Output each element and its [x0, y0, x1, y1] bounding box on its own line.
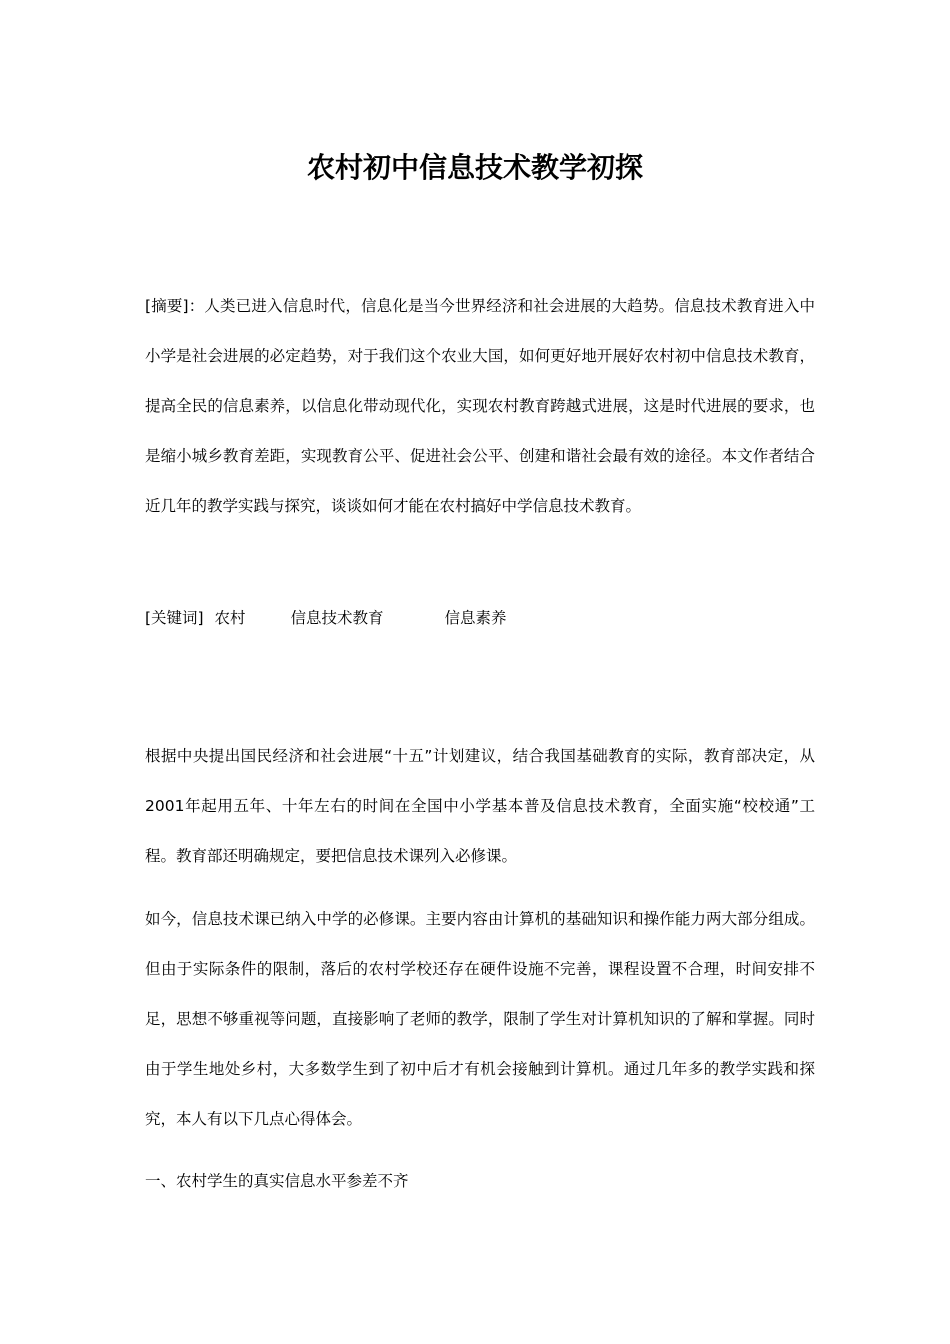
keyword-item: 信息技术教育	[290, 609, 384, 627]
document-title: 农村初中信息技术教学初探	[306, 151, 643, 184]
section-heading: 一、农村学生的真实信息水平参差不齐	[145, 1172, 409, 1190]
keyword-item: 农村	[214, 609, 246, 627]
abstract-paragraph: [摘要]：人类已进入信息时代，信息化是当今世界经济和社会进展的大趋势。信息技术教育进入中小学是社会进展的必定趋势，对于我们这个农业大国，如何更好地开展好农村初中信息技术教育，提高全民的信息素养，以信息化带动现代化，实现农村教育跨越式进展，这是时代进展的要求，也是缩小城乡教育差距，实现教育公平、促进社会公平、创建和谐社会最有效的途径。本文作者结合近几年的教学实践与探究，谈谈如何才能在农村搞好中学信息技术教育。	[145, 297, 815, 515]
body-paragraph: 如今，信息技术课已纳入中学的必修课。主要内容由计算机的基础知识和操作能力两大部分组成。但由于实际条件的限制，落后的农村学校还存在硬件设施不完善，课程设置不合理，时间安排不足，思想不够重视等问题，直接影响了老师的教学，限制了学生对计算机知识的了解和掌握。同时由于学生地处乡村，大多数学生到了初中后才有机会接触到计算机。通过几年多的教学实践和探究，本人有以下几点心得体会。	[145, 910, 815, 1128]
keywords-line	[145, 603, 815, 633]
keyword-item: 信息素养	[444, 609, 507, 627]
keywords-label: [关键词]	[145, 609, 204, 627]
body-paragraph: 根据中央提出国民经济和社会进展“十五”计划建议，结合我国基础教育的实际，教育部决定，从2001年起用五年、十年左右的时间在全国中小学基本普及信息技术教育，全面实施“校校通”工程。教育部还明确规定，要把信息技术课列入必修课。	[145, 747, 815, 865]
